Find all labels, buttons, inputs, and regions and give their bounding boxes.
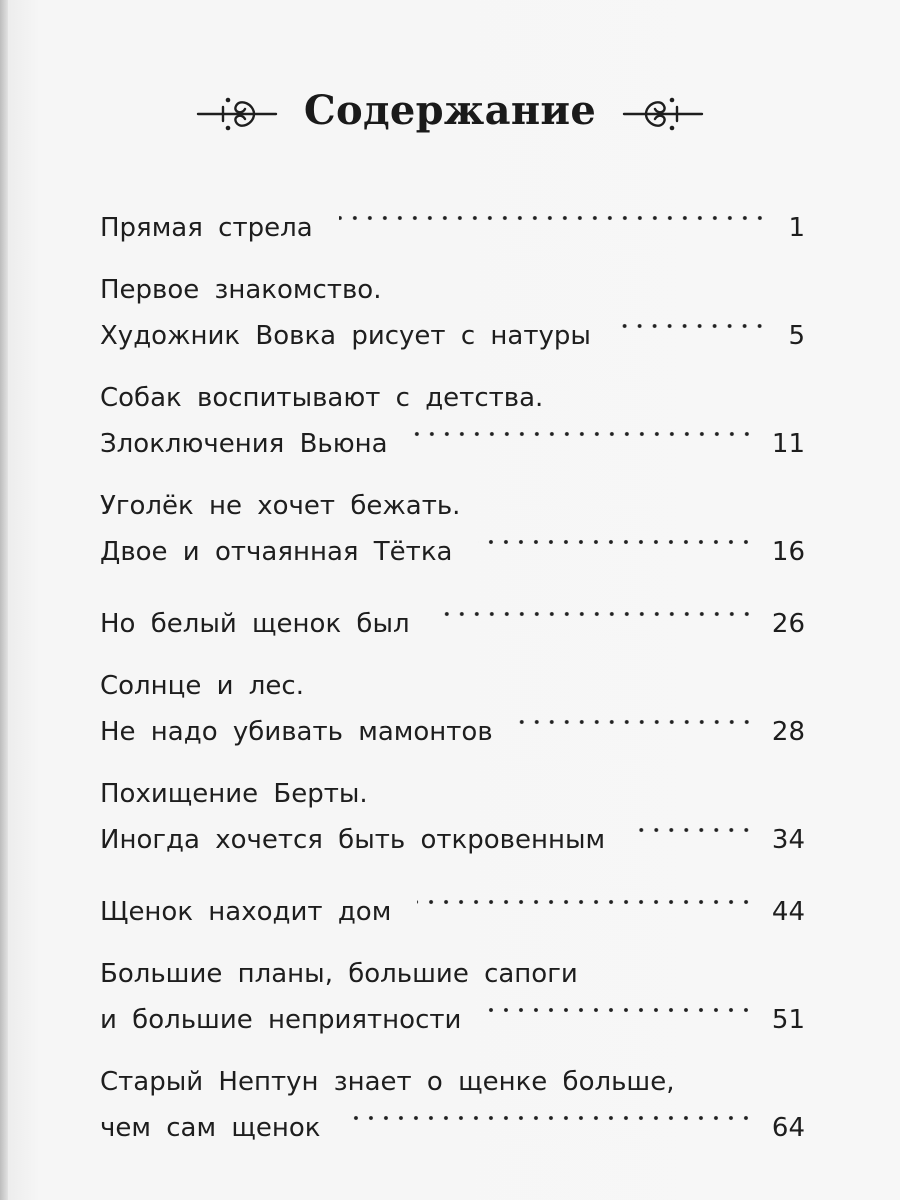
toc-entry-title: Прямая стрела bbox=[100, 213, 313, 243]
dot-leader bbox=[417, 886, 754, 922]
toc-entry-line bbox=[100, 200, 805, 243]
toc-entry bbox=[100, 668, 805, 747]
toc-entry-line bbox=[100, 884, 805, 927]
dot-leader bbox=[631, 814, 754, 850]
toc-page-number: 44 bbox=[771, 897, 805, 927]
toc-entry-line bbox=[100, 272, 805, 308]
toc-entry-line bbox=[100, 668, 805, 704]
heading bbox=[0, 78, 900, 150]
toc-entry-line bbox=[100, 776, 805, 812]
toc-entry bbox=[100, 884, 805, 927]
toc-page-number: 51 bbox=[771, 1005, 805, 1035]
toc-entry-title: Большие планы, большие сапоги bbox=[100, 959, 578, 989]
toc-page-number: 16 bbox=[771, 537, 805, 567]
toc-entry-line bbox=[100, 704, 805, 747]
toc-page-number: 11 bbox=[771, 429, 805, 459]
toc-page-number: 34 bbox=[771, 825, 805, 855]
toc-entry-line bbox=[100, 992, 805, 1035]
toc-entry bbox=[100, 272, 805, 351]
toc-entry-title: Первое знакомство. bbox=[100, 275, 382, 305]
toc-entry-title: Старый Нептун знает о щенке больше, bbox=[100, 1067, 675, 1097]
toc-entry-title: Похищение Берты. bbox=[100, 779, 368, 809]
toc-entry-line bbox=[100, 812, 805, 855]
toc-entry-title: чем сам щенок bbox=[100, 1113, 321, 1143]
toc-entry-line bbox=[100, 416, 805, 459]
toc-entry-title: Уголёк не хочет бежать. bbox=[100, 491, 461, 521]
dot-leader bbox=[436, 598, 754, 634]
toc-entry-title: Щенок находит дом bbox=[100, 897, 392, 927]
toc-entry bbox=[100, 1064, 805, 1143]
dot-leader bbox=[414, 418, 754, 454]
toc-entry-line bbox=[100, 1064, 805, 1100]
toc-entry bbox=[100, 200, 805, 243]
toc-entry-title: Иногда хочется быть откровенным bbox=[100, 825, 606, 855]
dot-leader bbox=[346, 1102, 753, 1138]
toc-entry-title: Не надо убивать мамонтов bbox=[100, 717, 493, 747]
toc-page-number: 26 bbox=[771, 609, 805, 639]
toc-entry-title: Солнце и лес. bbox=[100, 671, 304, 701]
toc-entry-line bbox=[100, 1100, 805, 1143]
toc-entry bbox=[100, 596, 805, 639]
toc-entry-line bbox=[100, 596, 805, 639]
toc-entry bbox=[100, 380, 805, 459]
toc-entry-title: Злоключения Вьюна bbox=[100, 429, 388, 459]
dot-leader bbox=[617, 310, 767, 346]
dot-leader bbox=[519, 706, 754, 742]
toc-entry bbox=[100, 776, 805, 855]
toc-page-number: 64 bbox=[771, 1113, 805, 1143]
toc-entry-title: и большие неприятности bbox=[100, 1005, 462, 1035]
toc-page-number: 28 bbox=[771, 717, 805, 747]
toc-entry-line bbox=[100, 308, 805, 351]
toc-entry-title: Но белый щенок был bbox=[100, 609, 410, 639]
toc-entry-line bbox=[100, 380, 805, 416]
right-flourish-ornament-icon bbox=[622, 84, 704, 144]
left-flourish-ornament-icon bbox=[196, 84, 278, 144]
toc-entry-title: Двое и отчаянная Тётка bbox=[100, 537, 453, 567]
toc-entry-line bbox=[100, 956, 805, 992]
toc-entry-line bbox=[100, 488, 805, 524]
page-edge-shadow bbox=[0, 0, 8, 1200]
dot-leader bbox=[339, 202, 767, 238]
toc-page-number: 5 bbox=[788, 321, 805, 351]
toc-entry bbox=[100, 956, 805, 1035]
table-of-contents bbox=[100, 200, 805, 1143]
page-title: Содержание bbox=[303, 86, 597, 134]
dot-leader bbox=[487, 994, 753, 1030]
dot-leader bbox=[478, 526, 753, 562]
toc-entry bbox=[100, 488, 805, 567]
toc-entry-title: Художник Вовка рисует с натуры bbox=[100, 321, 591, 351]
toc-entry-line bbox=[100, 524, 805, 567]
toc-page-number: 1 bbox=[788, 213, 805, 243]
toc-entry-title: Собак воспитывают с детства. bbox=[100, 383, 544, 413]
